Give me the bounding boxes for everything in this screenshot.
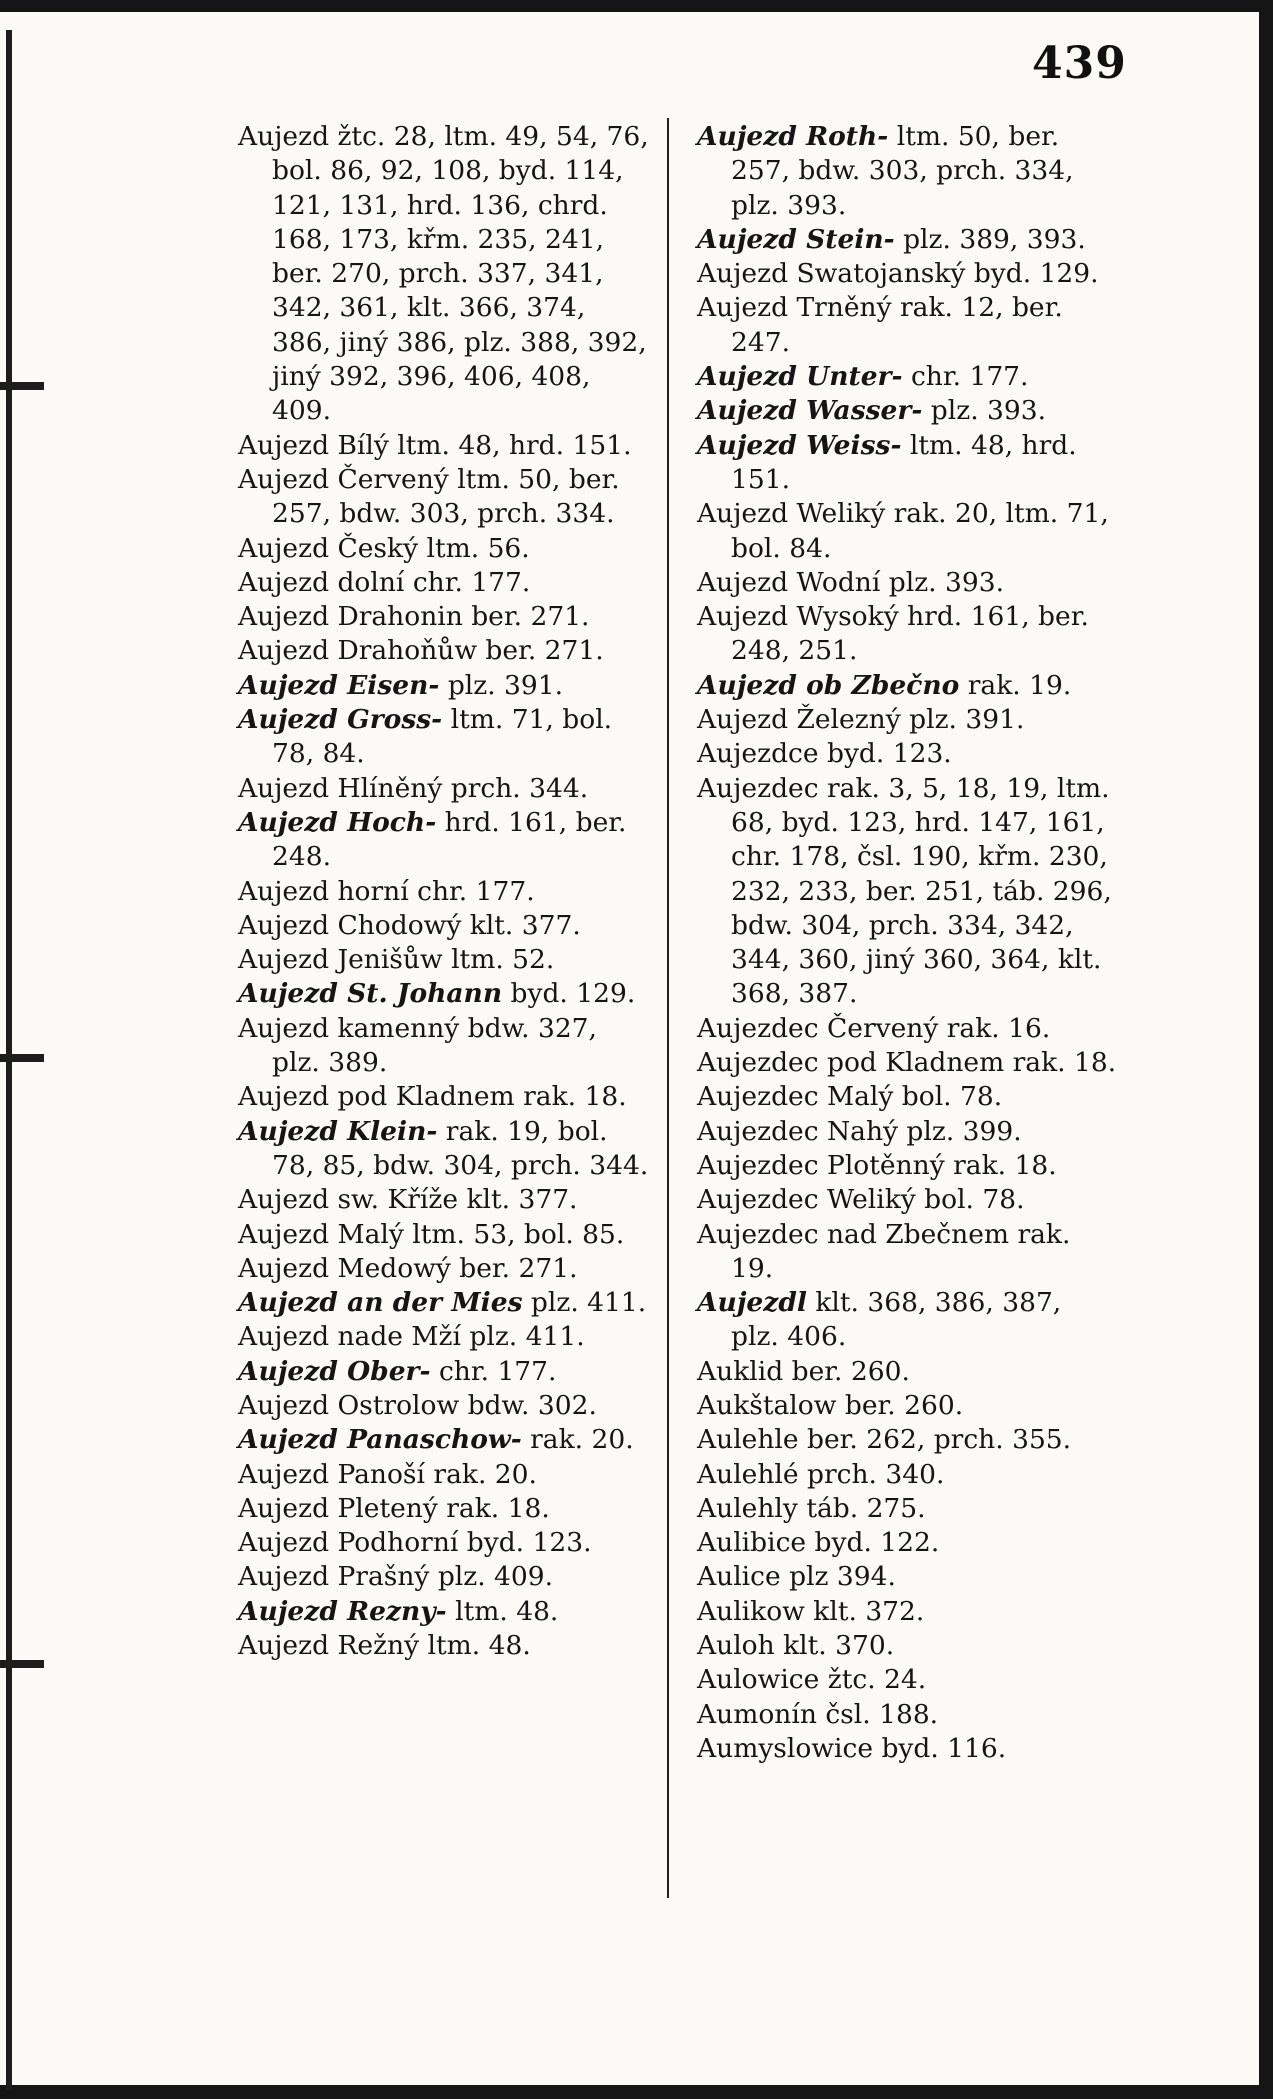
entry-headword: Aujezd an der Mies xyxy=(238,1287,523,1319)
entry-references: čsl. 188. xyxy=(816,1698,939,1730)
index-entry xyxy=(238,806,650,875)
entry-references: klt. 372. xyxy=(804,1595,925,1627)
entry-headword: Aujezd Ober- xyxy=(238,1355,431,1387)
entry-headword: Aujezd xyxy=(238,1561,330,1593)
entry-references: Drahoňůw ber. 271. xyxy=(329,635,604,667)
entry-references: plz. 393. xyxy=(922,395,1047,427)
entry-references: Malý bol. 78. xyxy=(818,1081,1003,1113)
index-entry xyxy=(697,360,1117,394)
entry-headword: Aujezdce xyxy=(697,738,819,770)
entry-headword: Aujezd Panaschow- xyxy=(238,1424,522,1456)
entry-references: Prašný plz. 409. xyxy=(329,1561,554,1593)
index-entry xyxy=(238,1629,650,1663)
index-entry xyxy=(238,120,650,429)
entry-headword: Aujezd xyxy=(697,258,789,290)
entry-headword: Aujezd Stein- xyxy=(697,223,895,255)
index-entry xyxy=(238,703,650,772)
entry-references: Červený rak. 16. xyxy=(818,1012,1051,1044)
index-entry xyxy=(697,1355,1117,1389)
entry-references: horní chr. 177. xyxy=(329,875,535,907)
index-entry xyxy=(697,1492,1117,1526)
index-entry xyxy=(697,1732,1117,1766)
index-entry xyxy=(238,772,650,806)
entry-headword: Aujezdec xyxy=(697,1218,819,1250)
index-entry xyxy=(238,1080,650,1114)
index-entry xyxy=(697,1389,1117,1423)
entry-headword: Aujezd xyxy=(238,1630,330,1662)
entry-headword: Aujezd xyxy=(238,909,330,941)
index-entry xyxy=(697,1423,1117,1457)
entry-references: nade Mží plz. 411. xyxy=(329,1321,585,1353)
entry-headword: Aujezd Roth- xyxy=(697,121,889,152)
index-entry xyxy=(238,463,650,532)
index-entry xyxy=(697,1080,1117,1114)
entry-references: rak. 19. xyxy=(959,669,1072,701)
entry-headword: Aujezd xyxy=(238,121,330,152)
index-entry xyxy=(238,1183,650,1217)
index-entry xyxy=(238,1595,650,1629)
entry-headword: Aumonín xyxy=(697,1698,817,1730)
entry-headword: Aulehle xyxy=(697,1424,799,1456)
index-entry xyxy=(238,1560,650,1594)
entry-headword: Aujezd xyxy=(238,1218,330,1250)
entry-references: kamenný bdw. 327, plz. 389. xyxy=(272,1012,597,1079)
entry-references: Železný plz. 391. xyxy=(788,704,1025,736)
entry-headword: Aulibice xyxy=(697,1527,807,1559)
scan-border-right xyxy=(1259,0,1273,2099)
entry-references: Weliký bol. 78. xyxy=(818,1184,1025,1216)
entry-references: Hlíněný prch. 344. xyxy=(329,772,589,804)
entry-headword: Aujezd xyxy=(238,1527,330,1559)
index-entry xyxy=(697,737,1117,771)
index-entry xyxy=(697,1046,1117,1080)
index-entry xyxy=(697,566,1117,600)
entry-headword: Aujezd xyxy=(238,635,330,667)
entry-headword: Aujezd xyxy=(238,532,330,564)
index-entry xyxy=(697,1218,1117,1287)
entry-references: byd. 116. xyxy=(873,1732,1007,1764)
index-entry xyxy=(238,875,650,909)
entry-headword: Aujezd Wasser- xyxy=(697,395,923,427)
entry-headword: Aujezdec xyxy=(697,1115,819,1147)
entry-headword: Auloh xyxy=(697,1630,775,1662)
entry-headword: Aujezd Gross- xyxy=(238,704,443,736)
entry-headword: Aujezd xyxy=(238,566,330,598)
index-entry xyxy=(238,1252,650,1286)
entry-references: chr. 177. xyxy=(430,1355,557,1387)
index-entry xyxy=(697,429,1117,498)
index-entry xyxy=(238,429,650,463)
index-entry xyxy=(238,977,650,1011)
entry-headword: Aulowice xyxy=(697,1664,820,1696)
entry-headword: Aulehly xyxy=(697,1492,798,1524)
scan-border-top xyxy=(0,0,1273,12)
binding-tab xyxy=(0,1660,44,1668)
entry-headword: Aujezd xyxy=(238,944,330,976)
entry-headword: Aujezdec xyxy=(697,1081,819,1113)
entry-headword: Aujezd Rezny- xyxy=(238,1595,447,1627)
index-entry xyxy=(238,600,650,634)
entry-headword: Aujezd xyxy=(238,463,330,495)
index-entry xyxy=(697,1183,1117,1217)
entry-references: Malý ltm. 53, bol. 85. xyxy=(329,1218,625,1250)
entry-references: ber. 260. xyxy=(783,1355,910,1387)
entry-headword: Aulice xyxy=(697,1561,781,1593)
index-entry xyxy=(238,1492,650,1526)
index-entry xyxy=(697,394,1117,428)
entry-headword: Aujezd xyxy=(238,1252,330,1284)
entry-references: hrd. 161, ber. 248. xyxy=(272,806,627,873)
entry-references: sw. Kříže klt. 377. xyxy=(329,1184,578,1216)
entry-references: Jenišůw ltm. 52. xyxy=(329,944,555,976)
index-entry xyxy=(697,1286,1117,1355)
index-entry xyxy=(238,1355,650,1389)
index-entry xyxy=(697,1698,1117,1732)
entry-headword: Aujezd xyxy=(238,875,330,907)
index-entry xyxy=(238,669,650,703)
entry-headword: Aujezd Eisen- xyxy=(238,669,440,701)
entry-references: nad Zbečnem rak. 19. xyxy=(731,1218,1071,1284)
entry-headword: Aujezd xyxy=(238,1492,330,1524)
entry-headword: Aumyslowice xyxy=(697,1732,874,1764)
index-entry xyxy=(697,600,1117,669)
entry-references: táb. 275. xyxy=(797,1492,926,1524)
entry-headword: Aujezd xyxy=(697,704,789,736)
index-entry xyxy=(697,1012,1117,1046)
entry-headword: Aujezd xyxy=(238,601,330,633)
entry-headword: Aujezd xyxy=(238,772,330,804)
entry-headword: Aujezd xyxy=(238,1389,330,1421)
entry-references: ltm. 71, bol. 78, 84. xyxy=(272,704,613,770)
entry-references: byd. 122. xyxy=(806,1527,940,1559)
index-entry xyxy=(238,566,650,600)
entry-references: byd. 129. xyxy=(502,978,636,1010)
entry-references: Plotěnný rak. 18. xyxy=(818,1149,1057,1181)
entry-headword: Aujezdec xyxy=(697,772,819,804)
entry-references: Ostrolow bdw. 302. xyxy=(329,1389,597,1421)
index-entry xyxy=(697,1595,1117,1629)
index-entry xyxy=(238,1423,650,1457)
index-entry xyxy=(697,1458,1117,1492)
entry-references: rak. 3, 5, 18, 19, ltm. 68, byd. 123, hrd. 147, 161, chr. 178, čsl. 190, křm. 230, 232, 233, ber. 251, táb. 296, bdw. 304, prch. 334, 342, 344, 360, jiný 360, 364, klt. 368, 387. xyxy=(731,772,1112,1010)
entry-references: rak. 19, bol. 78, 85, bdw. 304, prch. 344. xyxy=(272,1115,649,1181)
entry-headword: Aujezdl xyxy=(697,1287,807,1319)
index-entry xyxy=(697,669,1117,703)
entry-references: Weliký rak. 20, ltm. 71, bol. 84. xyxy=(731,498,1109,564)
entry-references: plz. 411. xyxy=(522,1287,647,1319)
entry-headword: Auklid xyxy=(697,1355,784,1387)
entry-headword: Aujezdec xyxy=(697,1047,819,1079)
entry-headword: Aujezd xyxy=(697,498,789,530)
index-entry xyxy=(238,1526,650,1560)
entry-references: žtc. 24. xyxy=(819,1664,927,1696)
entry-headword: Aujezdec xyxy=(697,1184,819,1216)
entry-headword: Aujezd xyxy=(697,601,789,633)
entry-references: chr. 177. xyxy=(902,361,1029,393)
entry-references: dolní chr. 177. xyxy=(329,566,531,598)
entry-headword: Aujezd xyxy=(238,1321,330,1353)
column-divider xyxy=(667,118,669,1898)
index-entry xyxy=(238,1389,650,1423)
entry-headword: Aujezd xyxy=(238,429,330,461)
index-entry xyxy=(697,1663,1117,1697)
entry-references: byd. 123. xyxy=(818,738,952,770)
entry-references: Trněný rak. 12, ber. 247. xyxy=(731,292,1063,358)
index-entry xyxy=(697,1526,1117,1560)
entry-references: ltm. 48, hrd. 151. xyxy=(731,429,1077,495)
entry-headword: Aujezd Weiss- xyxy=(697,429,902,461)
entry-references: Režný ltm. 48. xyxy=(329,1630,531,1662)
entry-references: Český ltm. 56. xyxy=(329,532,530,564)
page-number: 439 xyxy=(1032,38,1127,89)
binding-tab xyxy=(0,382,44,390)
entry-headword: Aujezd Unter- xyxy=(697,361,903,393)
entry-headword: Aujezdec xyxy=(697,1149,819,1181)
entry-references: Drahonin ber. 271. xyxy=(329,601,590,633)
entry-references: klt. 368, 386, 387, plz. 406. xyxy=(731,1287,1062,1353)
entry-references: Bílý ltm. 48, hrd. 151. xyxy=(329,429,632,461)
index-entry xyxy=(697,223,1117,257)
index-entry xyxy=(238,1320,650,1354)
entry-references: Panoší rak. 20. xyxy=(329,1458,537,1490)
entry-references: plz. 389, 393. xyxy=(894,223,1086,255)
entry-references: Swatojanský byd. 129. xyxy=(788,258,1099,290)
entry-headword: Aujezd xyxy=(238,1081,330,1113)
entry-references: klt. 370. xyxy=(774,1630,895,1662)
entry-headword: Aujezd xyxy=(238,1184,330,1216)
entry-headword: Aujezd xyxy=(697,566,789,598)
entry-references: rak. 20. xyxy=(521,1424,634,1456)
entry-references: ltm. 50, ber. 257, bdw. 303, prch. 334, plz. 393. xyxy=(731,121,1074,221)
index-entry xyxy=(238,634,650,668)
index-entry xyxy=(697,257,1117,291)
entry-headword: Aujezd Klein- xyxy=(238,1115,438,1147)
index-entry xyxy=(238,1458,650,1492)
entry-references: ltm. 48. xyxy=(446,1595,559,1627)
entry-references: žtc. 28, ltm. 49, 54, 76, bol. 86, 92, 108, byd. 114, 121, 131, hrd. 136, chrd. 168, 173, křm. 235, 241, ber. 270, prch. 337, 341, 342, 361, klt. 366, 374, 386, jiný 386, plz. 388, 392, jiný 392, 396, 406, 408, 409. xyxy=(272,121,649,427)
index-entry xyxy=(238,1012,650,1081)
entry-references: pod Kladnem rak. 18. xyxy=(818,1047,1117,1079)
index-column-left xyxy=(238,120,650,1663)
entry-headword: Aujezd xyxy=(697,292,789,324)
entry-headword: Aujezd xyxy=(238,1012,330,1044)
entry-headword: Aujezd ob Zbečno xyxy=(697,669,960,701)
entry-headword: Aujezdec xyxy=(697,1012,819,1044)
entry-headword: Aulikow xyxy=(697,1595,805,1627)
entry-references: pod Kladnem rak. 18. xyxy=(329,1081,627,1113)
index-entry xyxy=(238,943,650,977)
index-entry xyxy=(238,909,650,943)
index-entry xyxy=(697,703,1117,737)
entry-references: Medowý ber. 271. xyxy=(329,1252,578,1284)
entry-headword: Aulehlé xyxy=(697,1458,799,1490)
entry-references: plz 394. xyxy=(780,1561,896,1593)
index-entry xyxy=(697,291,1117,360)
index-entry xyxy=(238,532,650,566)
entry-references: ber. 260. xyxy=(836,1389,964,1421)
entry-references: prch. 340. xyxy=(798,1458,945,1490)
index-column-right xyxy=(697,120,1117,1766)
entry-headword: Aujezd Hoch- xyxy=(238,806,437,838)
index-entry xyxy=(697,1115,1117,1149)
entry-references: Nahý plz. 399. xyxy=(818,1115,1022,1147)
index-entry xyxy=(697,1149,1117,1183)
index-entry xyxy=(238,1286,650,1320)
entry-references: Podhorní byd. 123. xyxy=(329,1527,592,1559)
entry-headword: Aujezd St. Johann xyxy=(238,978,503,1010)
index-entry xyxy=(697,497,1117,566)
binding-tab xyxy=(0,1054,44,1062)
entry-references: Červený ltm. 50, ber. 257, bdw. 303, prch. 334. xyxy=(272,463,620,530)
index-entry xyxy=(697,772,1117,1012)
entry-references: plz. 391. xyxy=(439,669,564,701)
entry-headword: Aujezd xyxy=(238,1458,330,1490)
index-entry xyxy=(697,120,1117,223)
entry-references: Wysoký hrd. 161, ber. 248, 251. xyxy=(731,601,1089,667)
index-entry xyxy=(697,1560,1117,1594)
entry-references: ber. 262, prch. 355. xyxy=(798,1424,1072,1456)
entry-references: Chodowý klt. 377. xyxy=(329,909,581,941)
scan-border-bottom xyxy=(0,2085,1273,2099)
index-entry xyxy=(238,1218,650,1252)
entry-headword: Aukštalow xyxy=(697,1389,837,1421)
index-entry xyxy=(697,1629,1117,1663)
entry-references: Pletený rak. 18. xyxy=(329,1492,550,1524)
index-entry xyxy=(238,1115,650,1184)
entry-references: Wodní plz. 393. xyxy=(788,566,1005,598)
